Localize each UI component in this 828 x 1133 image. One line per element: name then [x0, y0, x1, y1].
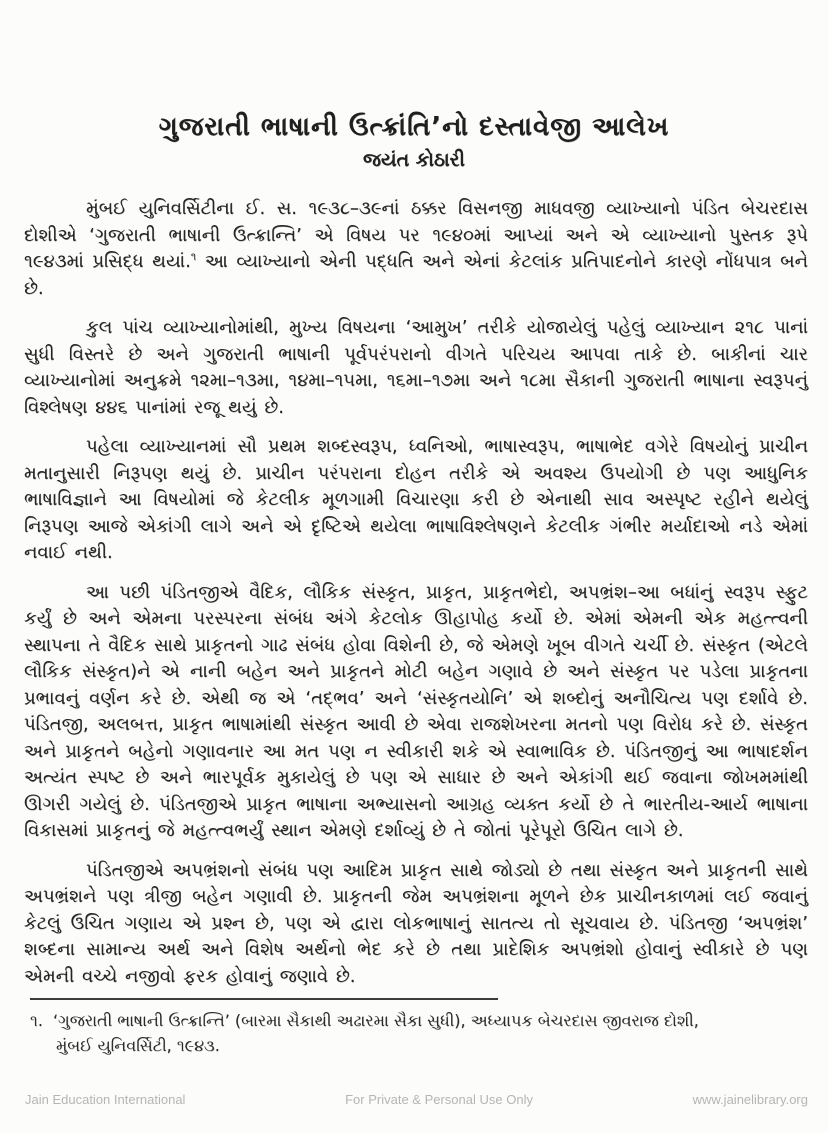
footnote-line-2: મુંબઈ યુનિવર્સિટી, ૧૯૪૩.: [56, 1036, 220, 1055]
page-footer: [25, 1092, 808, 1107]
paragraph-1-text-after-ref: આ વ્યાખ્યાનો એની પદ્ધતિ અને એનાં કેટલાંક પ્રતિપાદનોને કારણે નોંધપાત્ર બને છે.: [24, 251, 808, 299]
article-body: [24, 196, 808, 1003]
footer-website: www.jainelibrary.org: [692, 1092, 808, 1107]
footer-publisher: Jain Education International: [25, 1092, 186, 1107]
paragraph-5: પંડિતજીએ અપભ્રંશનો સંબંધ પણ આદિમ પ્રાકૃત સાથે જોડ્યો છે તથા સંસ્કૃત અને પ્રાકૃતની સાથે અપભ્રંશને પણ ત્રીજી બહેન ગણાવી છે. પ્રાકૃતની જેમ અપભ્રંશના મૂળને છેક પ્રાચીનકાળમાં લઈ જવાનું કેટલું ઉચિત ગણાય એ પ્રશ્ન છે, પણ એ દ્વારા લોકભાષાનું સાતત્ય તો સૂચવાય છે. પંડિતજી ‘અપભ્રંશ’ શબ્દના સામાન્ય અર્થ અને વિશેષ અર્થનો ભેદ કરે છે તથા પ્રાદેશિક અપભ્રંશો હોવાનું સ્વીકારે છે પણ એમની વચ્ચે નજીવો ફરક હોવાનું જણાવે છે.: [24, 859, 808, 987]
paragraph-1: [24, 196, 808, 302]
paragraph-4: આ પછી પંડિતજીએ વૈદિક, લૌકિક સંસ્કૃત, પ્રાકૃત, પ્રાકૃતભેદો, અપભ્રંશ–આ બધાંનું સ્વરૂપ સ્ફુટ કર્યું છે અને એમના પરસ્પરના સંબંધ અંગે કેટલોક ઊહાપોહ કર્યો છે. એમાં એમની એક મહત્ત્વની સ્થાપના તે વૈદિક સાથે પ્રાકૃતનો ગાઢ સંબંધ હોવા વિશેની છે, જે એમણે ખૂબ વીગતે ચર્ચી છે. સંસ્કૃત (એટલે લૌકિક સંસ્કૃત)ને એ નાની બહેન અને પ્રાકૃતને મોટી બહેન ગણાવે છે અને સંસ્કૃત પર પડેલા પ્રાકૃતના પ્રભાવનું વર્ણન કરે છે. એથી જ એ ‘તદ્ભવ’ અને ‘સંસ્કૃતયોનિ’ એ શબ્દોનું અનૌચિત્ય પણ દર્શાવે છે. પંડિતજી, અલબત્ત, પ્રાકૃત ભાષામાંથી સંસ્કૃત આવી છે એવા રાજશેખરના મતનો પણ વિરોધ કરે છે. સંસ્કૃત અને પ્રાકૃતને બહેનો ગણાવનાર આ મત પણ ન સ્વીકારી શકે એ સ્વાભાવિક છે. પંડિતજીનું આ ભાષાદર્શન અત્યંત સ્પષ્ટ છે અને ભારપૂર્વક મુકાયેલું છે પણ એ સાધાર છે અને એકાંગી થઈ જવાના જોખમમાંથી ઊગરી ગયેલું છે. પંડિતજીએ પ્રાકૃત ભાષાના અભ્યાસનો આગ્રહ વ્યક્ત કર્યો છે તે ભારતીય-આર્ય ભાષાના વિકાસમાં પ્રાકૃતનું જે મહત્ત્વભર્યું સ્થાન એમણે દર્શાવ્યું છે તે જોતાં પૂરેપૂરો ઉચિત લાગે છે.: [24, 581, 808, 841]
author-name: જયંત કોઠારી: [363, 149, 465, 171]
paragraph-2: કુલ પાંચ વ્યાખ્યાનોમાંથી, મુખ્ય વિષયના ‘આમુખ’ તરીકે યોજાયેલું પહેલું વ્યાખ્યાન ૨૧૮ પાનાં સુધી વિસ્તરે છે અને ગુજરાતી ભાષાની પૂર્વપરંપરાનો વીગતે પરિચય આપવા તાકે છે. બાકીનાં ચાર વ્યાખ્યાનોમાં અનુક્રમે ૧૨મા–૧૩મા, ૧૪મા–૧૫મા, ૧૬મા–૧૭મા અને ૧૮મા સૈકાની ગુજરાતી ભાષાના સ્વરૂપનું વિશ્લેષણ ૪૪૬ પાનાંમાં રજૂ થયું છે.: [24, 317, 808, 418]
heading-block: [0, 112, 828, 171]
footnote-separator: [30, 998, 498, 1000]
footnote-marker: ૧.: [30, 1011, 43, 1030]
paragraph-1-text-before-ref: મુંબઈ યુનિવર્સિટીના ઈ. સ. ૧૯૩૮–૩૯નાં ઠક્કર વિસનજી માધવજી વ્યાખ્યાનો પંડિત બેચરદાસ દોશીએ ‘ગુજરાતી ભાષાની ઉત્ક્રાન્તિ’ એ વિષય પર ૧૯૪૦માં આપ્યાં અને એ વ્યાખ્યાનો પુસ્તક રૂપે ૧૯૪૩માં પ્રસિદ્ધ થયાં.: [24, 198, 808, 272]
footnote-line-1: ‘ગુજરાતી ભાષાની ઉત્ક્રાન્તિ’ (બારમા સૈકાથી અઢારમા સૈકા સુધી), અધ્યાપક બેચરદાસ જીવરાજ દોશી,: [52, 1011, 699, 1030]
paragraph-3: પહેલા વ્યાખ્યાનમાં સૌ પ્રથમ શબ્દસ્વરૂપ, ધ્વનિઓ, ભાષાસ્વરૂપ, ભાષાભેદ વગેરે વિષયોનું પ્રાચીન મતાનુસારી નિરૂપણ થયું છે. પ્રાચીન પરંપરાના દોહન તરીકે એ અવશ્ય ઉપયોગી છે પણ આધુનિક ભાષાવિજ્ઞાને આ વિષયોમાં જે કેટલીક મૂળગામી વિચારણા કરી છે એનાથી સાવ અસ્પૃષ્ટ રહીને થયેલું નિરૂપણ આજે એકાંગી લાગે અને એ દૃષ્ટિએ થયેલા ભાષાવિશ્લેષણને કેટલીક ગંભીર મર્યાદાઓ નડે એમાં નવાઈ નથી.: [24, 436, 808, 563]
footnote: [30, 1008, 800, 1058]
page-title: ગુજરાતી ભાષાની ઉત્ક્રાંતિ’નો દસ્તાવેજી આલેખ: [158, 112, 670, 142]
footnote-ref: ૧: [190, 250, 197, 263]
footer-usage-note: For Private & Personal Use Only: [345, 1092, 533, 1107]
footnote-block: [30, 998, 800, 1058]
